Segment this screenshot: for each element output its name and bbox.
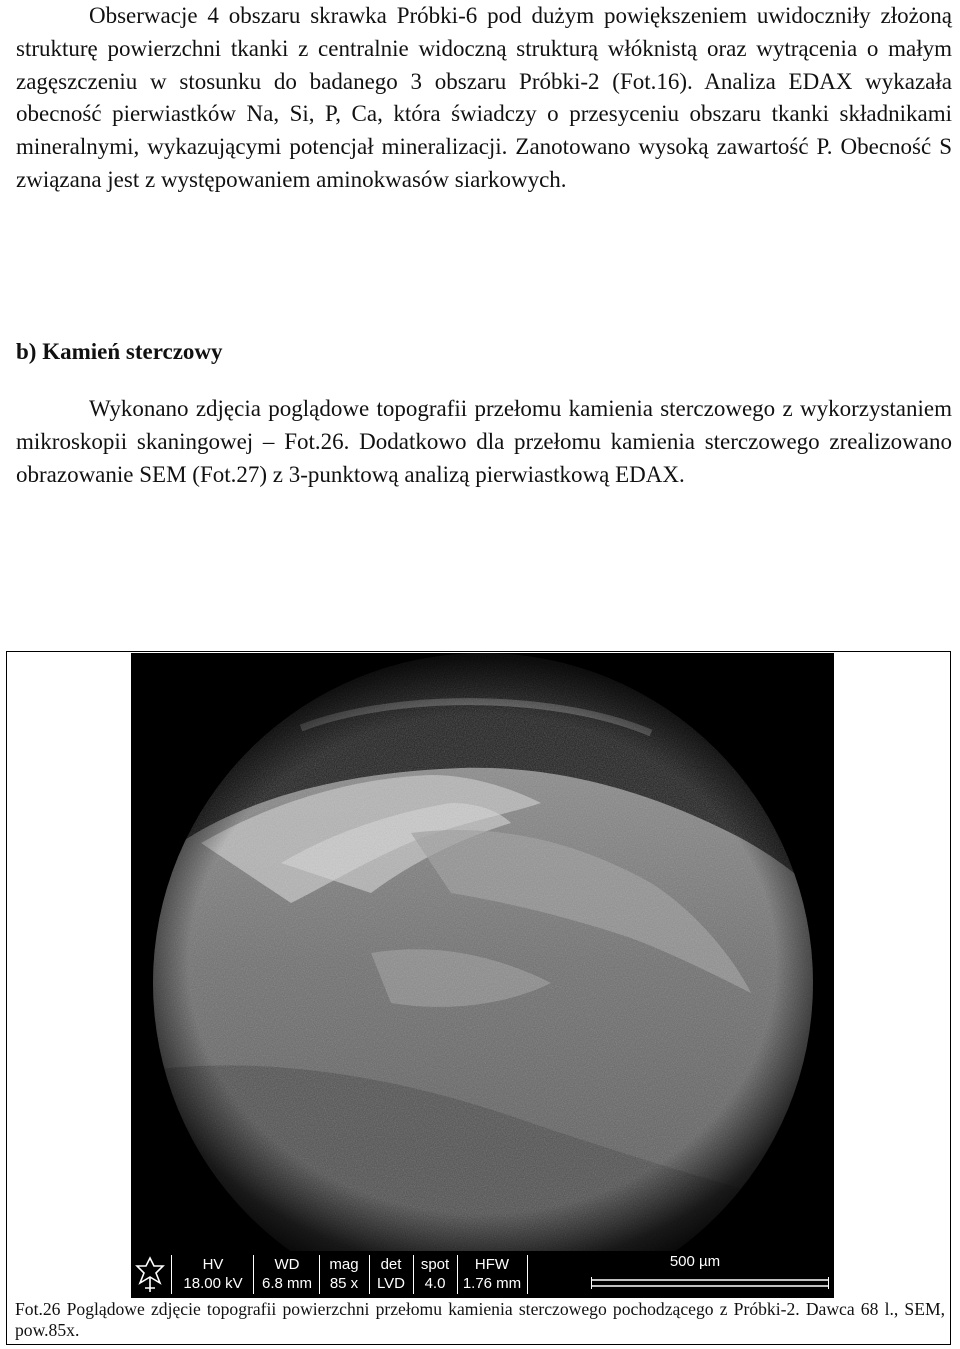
spot-label: spot [420,1256,450,1273]
databar-separator [457,1255,458,1294]
wd-label: WD [274,1256,300,1273]
paragraph-observations: Obserwacje 4 obszaru skrawka Próbki-6 pod dużym powiększeniem uwidoczniły złożoną strukturę powierzchni tkanki z centralnie widoczną strukturą włóknistą oraz wytrącenia o małym zagęszczeniu w stosunku do badanego 3 obszaru Próbki-2 (Fot.16). Analiza EDAX wykazała obecność pierwiastków Na, Si, P, Ca, która świadczy o przesyceniu obszaru tkanki składnikami mineralnymi, wykazującymi potencjał mineralizacji. Zanotowano wysoką zawartość P. Obecność S związana jest z występowaniem aminokwasów siarkowych. [16,3,952,192]
hv-value: 18.00 kV [183,1275,243,1292]
databar-separator [253,1255,254,1294]
scale-bar-label: 500 µm [669,1253,721,1270]
wd-value: 6.8 mm [261,1275,312,1292]
det-cell [371,1255,411,1293]
scale-bar [591,1277,829,1289]
det-value: LVD [376,1275,406,1292]
databar-separator [171,1255,172,1294]
sem-micrograph [131,653,834,1298]
sem-data-bar [131,1251,834,1298]
databar-separator [319,1255,320,1294]
hfw-cell [461,1255,523,1293]
hfw-label: HFW [474,1256,510,1273]
spot-value: 4.0 [424,1275,446,1292]
det-label: det [380,1256,402,1273]
mag-cell [321,1255,367,1293]
mag-value: 85 x [329,1275,359,1292]
databar-separator [413,1255,414,1294]
databar-separator [527,1255,528,1294]
hfw-value: 1.76 mm [462,1275,522,1292]
figure-caption: Fot.26 Poglądowe zdjęcie topografii powierzchni przełomu kamienia sterczowego pochodzącego z Próbki-2. Dawca 68 l., SEM, pow.85x. [15,1299,945,1340]
sem-image [131,653,834,1251]
databar-separator [369,1255,370,1294]
figure-box [6,651,951,1345]
fei-logo-icon [135,1256,165,1294]
spot-cell [415,1255,455,1293]
hv-cell [177,1255,249,1293]
section-heading: b) Kamień sterczowy [16,339,223,364]
mag-label: mag [329,1256,359,1273]
hv-label: HV [202,1256,224,1273]
paragraph-methods: Wykonano zdjęcia poglądowe topografii przełomu kamienia sterczowego z wykorzystaniem mikroskopii skaningowej – Fot.26. Dodatkowo dla przełomu kamienia sterczowego zrealizowano obrazowanie SEM (Fot.27) z 3-punktową analizą pierwiastkową EDAX. [16,396,952,487]
wd-cell [257,1255,317,1293]
